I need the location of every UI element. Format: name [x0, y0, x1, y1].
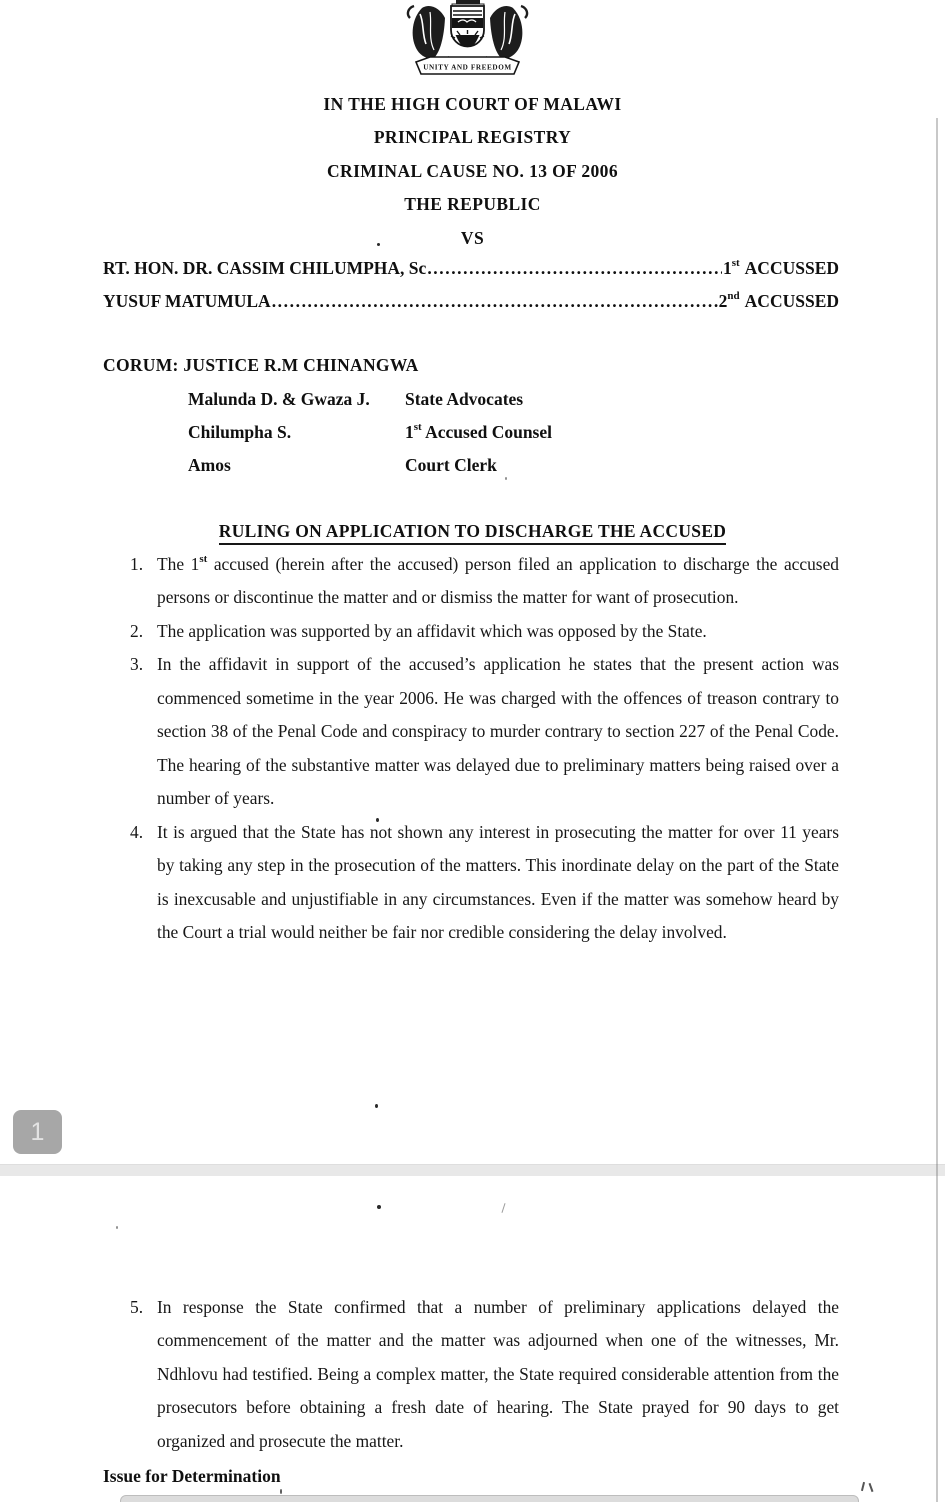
corum-role: 1st Accused Counsel: [405, 421, 552, 442]
corum-heading: CORUM: JUSTICE R.M CHINANGWA: [103, 355, 419, 375]
paragraph-3: [130, 648, 839, 815]
paragraph-5: [130, 1291, 839, 1458]
ruling-title-wrap: [0, 521, 945, 545]
page-number-badge: 1: [13, 1110, 62, 1154]
accused-label: ACCUSSED: [744, 291, 839, 311]
paragraph-1: [130, 548, 839, 615]
paragraph-text: The application was supported by an affidavit which was opposed by the State.: [157, 620, 707, 641]
registry-line: PRINCIPAL REGISTRY: [373, 127, 572, 148]
scan-speck: [501, 1203, 505, 1213]
paragraph-text: In the affidavit in support of the accused’s application he states that the present action was commenced sometime in the year 2006. He was charged with the offences of treason contrary to section 38 of the Penal Code and conspiracy to murder contrary to section 227 of the Penal Code. The hearing of the substantive matter was delayed due to preliminary matters being raised over a number of years.: [157, 654, 839, 809]
issue-heading: Issue for Determination: [103, 1466, 281, 1486]
leader-dots: [427, 258, 722, 279]
scan-speck: [375, 1104, 378, 1108]
court-title: IN THE HIGH COURT OF MALAWI: [323, 94, 622, 114]
accused-ordinal: 1st: [722, 257, 740, 278]
paragraph-number: 1.: [130, 554, 144, 574]
corum-row: [188, 455, 497, 476]
scan-speck: [505, 477, 507, 480]
scan-speck: [377, 1205, 381, 1209]
ruling-title: RULING ON APPLICATION TO DISCHARGE THE ACCUSED: [219, 521, 726, 545]
scan-speck: [869, 1483, 874, 1492]
paragraph-list-page-2: [130, 1291, 839, 1458]
corum-role: State Advocates: [405, 389, 524, 409]
scan-speck: [377, 243, 380, 246]
corum-name: Amos: [188, 455, 231, 475]
versus-label: VS: [460, 227, 485, 248]
page-bottom-cutoff-bar: [120, 1495, 859, 1502]
corum-row: [188, 389, 523, 410]
leader-dots: [272, 291, 718, 312]
scan-speck: [376, 818, 379, 822]
paragraph-list-page-1: [130, 548, 839, 949]
corum-name: Chilumpha S.: [188, 422, 292, 442]
party-name: THE REPUBLIC: [404, 194, 541, 215]
accused-label: ACCUSSED: [744, 258, 839, 278]
paragraph-2: [130, 615, 839, 648]
accused-name: RT. HON. DR. CASSIM CHILUMPHA, Sc: [103, 258, 427, 278]
accused-name: YUSUF MATUMULA: [103, 291, 271, 311]
corum-role: Court Clerk: [405, 455, 497, 475]
scan-edge-line: [936, 118, 938, 1502]
paragraph-number: 3.: [130, 654, 144, 675]
corum-name: Malunda D. & Gwaza J.: [188, 389, 370, 409]
coat-of-arms-image: [400, 0, 535, 86]
accused-ordinal: 2nd: [718, 290, 740, 311]
accused-row-1: [103, 258, 839, 279]
scan-speck: [861, 1482, 865, 1491]
document-page-2: [0, 1176, 945, 1502]
paragraph-4: [130, 816, 839, 950]
paragraph-text: In response the State confirmed that a number of preliminary applications delayed the commencement of the matter and the matter was adjourned when one of the witnesses, Mr. Ndhlovu had testified. Being a complex matter, the State required considerable attention from the prosecutors before obtaining a fresh date of hearing. The State prayed for 90 days to get organized and prosecute the matter.: [157, 1297, 839, 1451]
paragraph-text: The 1st accused (herein after the accused) person filed an application to discharge the accused persons or discontinue the matter and or dismiss the matter for want of prosecution.: [157, 553, 839, 608]
paragraph-number: 5.: [130, 1297, 144, 1317]
cause-number: CRIMINAL CAUSE NO. 13 OF 2006: [327, 160, 618, 181]
document-header: [0, 88, 945, 255]
paragraph-number: 2.: [130, 620, 144, 641]
scan-speck: [280, 1489, 282, 1494]
paragraph-number: 4.: [130, 821, 144, 842]
corum-row: [188, 422, 552, 443]
scan-speck: [116, 1226, 118, 1229]
emblem-motto: UNITY AND FREEDOM: [423, 63, 512, 72]
paragraph-text: It is argued that the State has not shown any interest in prosecuting the matter for over 11 years by taking any step in the prosecution of the matters. This inordinate delay on the part of the State is inexcusable and unjustifiable in any circumstances. Even if the matter was somehow heard by the Court a trial would neither be fair nor credible considering the delay involved.: [157, 821, 839, 942]
accused-row-2: [103, 291, 839, 312]
